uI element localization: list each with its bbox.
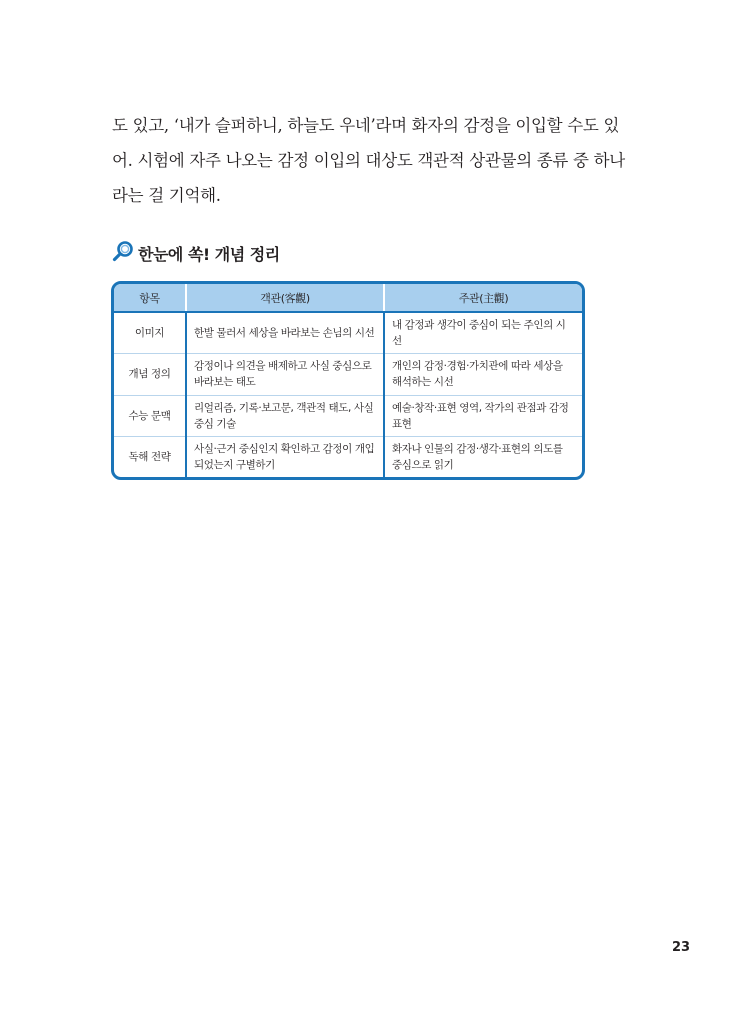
table-row — [114, 395, 582, 436]
page-number: 23 — [672, 940, 691, 955]
objective-cell: 사실·근거 중심인지 확인하고 감정이 개입되었는지 구별하기 — [186, 436, 384, 477]
table-header-row — [114, 284, 582, 312]
row-label: 이미지 — [114, 312, 186, 354]
table-row — [114, 312, 582, 354]
body-line: 라는 걸 기억해. — [112, 186, 221, 205]
header-objective: 객관(客觀) — [186, 284, 384, 312]
subjective-cell: 개인의 감정·경험·가치관에 따라 세상을 해석하는 시선 — [384, 354, 582, 395]
body-line: 도 있고, ‘내가 슬퍼하니, 하늘도 우네’라며 화자의 감정을 이입할 수도 있 — [112, 116, 620, 135]
section-heading — [112, 240, 280, 266]
objective-cell: 한발 물러서 세상을 바라보는 손님의 시선 — [186, 312, 384, 354]
objective-cell: 감정이나 의견을 배제하고 사실 중심으로 바라보는 태도 — [186, 354, 384, 395]
objective-cell: 리얼리즘, 기록·보고문, 객관적 태도, 사실 중심 기술 — [186, 395, 384, 436]
subjective-cell: 내 감정과 생각이 중심이 되는 주인의 시선 — [384, 312, 582, 354]
concept-table — [111, 281, 585, 480]
body-line: 어. 시험에 자주 나오는 감정 이입의 대상도 객관적 상관물의 종류 중 하나 — [112, 151, 625, 170]
header-item: 항목 — [114, 284, 186, 312]
subjective-cell: 예술·창작·표현 영역, 작가의 관점과 감정 표현 — [384, 395, 582, 436]
header-subjective: 주관(主觀) — [384, 284, 582, 312]
body-paragraph — [112, 108, 625, 213]
table-row — [114, 354, 582, 395]
magnifier-icon — [112, 240, 134, 266]
row-label: 독해 전략 — [114, 436, 186, 477]
subjective-cell: 화자나 인물의 감정·생각·표현의 의도를 중심으로 읽기 — [392, 442, 563, 471]
table-row — [114, 436, 582, 477]
section-title: 한눈에 쏙! 개념 정리 — [138, 244, 280, 264]
row-label: 개념 정의 — [114, 354, 186, 395]
row-label: 수능 문맥 — [114, 395, 186, 436]
